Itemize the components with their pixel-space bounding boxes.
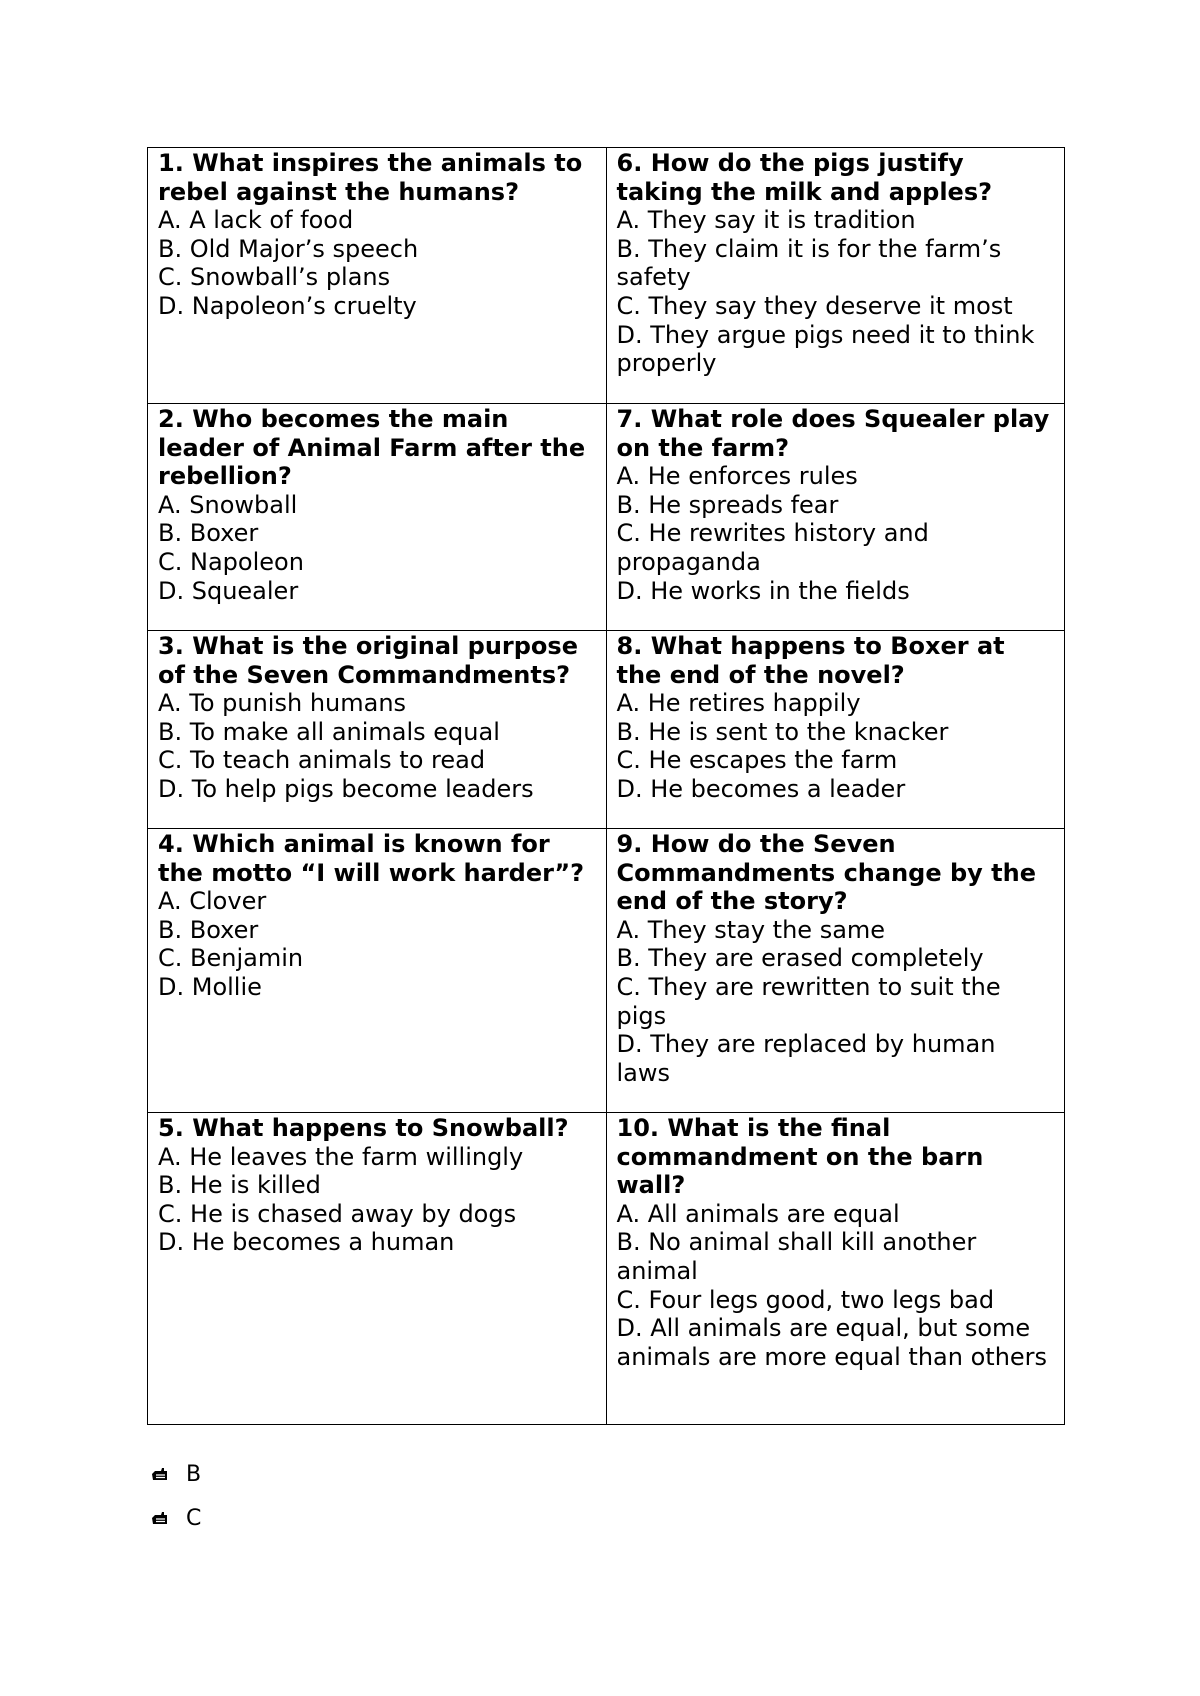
option-b: B. Old Major’s speech: [158, 234, 419, 263]
question-cell-3: [148, 631, 607, 829]
option-a: A. He enforces rules: [616, 462, 858, 491]
option-d: D. All animals are equal, but some animals are more equal than others: [616, 1314, 1048, 1371]
option-c: C. Four legs good, two legs bad: [616, 1285, 995, 1314]
option-d: D. Napoleon’s cruelty: [158, 291, 417, 320]
question-text: 8. What happens to Boxer at the end of the novel?: [616, 632, 1005, 689]
option-c: C. Benjamin: [158, 944, 304, 973]
question-cell-4: [148, 829, 607, 1113]
option-b: B. Boxer: [158, 915, 259, 944]
question-cell-7: [606, 404, 1065, 631]
option-a: A. All animals are equal: [616, 1199, 900, 1228]
option-b: B. They claim it is for the farm’s safety: [616, 234, 1002, 292]
option-c: C. They say they deserve it most: [616, 291, 1013, 320]
option-a: A. Clover: [158, 887, 267, 916]
option-a: A. He leaves the farm willingly: [158, 1142, 524, 1171]
question-cell-2: [148, 404, 607, 631]
option-a: A. Snowball: [158, 490, 298, 519]
option-c: C. Napoleon: [158, 547, 304, 576]
question-text: 3. What is the original purpose of the Seven Commandments?: [158, 632, 578, 689]
option-b: B. Boxer: [158, 519, 259, 548]
question-cell-1: [148, 148, 607, 404]
option-b: B. He is sent to the knacker: [616, 717, 949, 746]
question-cell-8: [606, 631, 1065, 829]
option-a: A. A lack of food: [158, 206, 354, 235]
option-d: D. They are replaced by human laws: [616, 1030, 996, 1087]
question-cell-5: [148, 1113, 607, 1425]
option-c: C. He escapes the farm: [616, 746, 898, 775]
question-text: 9. How do the Seven Commandments change by the end of the story?: [616, 830, 1036, 916]
answer-item: [150, 1506, 201, 1550]
question-text: 5. What happens to Snowball?: [158, 1114, 569, 1142]
option-b: B. He is killed: [158, 1171, 321, 1200]
question-text: 2. Who becomes the main leader of Animal Farm after the rebellion?: [158, 405, 586, 491]
option-b: B. They are erased completely: [616, 944, 984, 973]
question-text: 6. How do the pigs justify taking the milk and apples?: [616, 149, 993, 206]
option-a: A. He retires happily: [616, 689, 861, 718]
option-d: D. He becomes a human: [158, 1228, 455, 1257]
option-b: B. To make all animals equal: [158, 717, 500, 746]
option-d: D. To help pigs become leaders: [158, 774, 534, 803]
option-b: B. No animal shall kill another animal: [616, 1228, 977, 1285]
option-d: D. They argue pigs need it to think properly: [616, 320, 1035, 378]
answer-item: [150, 1462, 201, 1506]
question-text: 4. Which animal is known for the motto “I will work harder”?: [158, 830, 585, 887]
option-c: C. To teach animals to read: [158, 746, 486, 775]
answer-list: [150, 1462, 201, 1550]
option-c: C. Snowball’s plans: [158, 263, 391, 292]
option-c: C. They are rewritten to suit the pigs: [616, 972, 1001, 1030]
option-d: D. Squealer: [158, 576, 299, 605]
question-cell-9: [606, 829, 1065, 1113]
answer-value: C: [186, 1506, 202, 1531]
option-c: C. He is chased away by dogs: [158, 1199, 517, 1228]
question-text: 10. What is the final commandment on the barn wall?: [616, 1114, 984, 1200]
option-c: C. He rewrites history and propaganda: [616, 519, 929, 576]
option-d: D. He becomes a leader: [616, 774, 906, 803]
option-a: A. They stay the same: [616, 915, 886, 944]
question-text: 1. What inspires the animals to rebel against the humans?: [158, 149, 583, 206]
option-d: D. Mollie: [158, 972, 262, 1001]
quiz-table: [147, 147, 1065, 1425]
answer-value: B: [186, 1462, 202, 1487]
checkbox-hand-icon: [150, 1465, 170, 1485]
question-cell-10: [606, 1113, 1065, 1425]
option-a: A. To punish humans: [158, 689, 407, 718]
question-cell-6: [606, 148, 1065, 404]
option-d: D. He works in the fields: [616, 576, 910, 605]
checkbox-hand-icon: [150, 1509, 170, 1529]
option-a: A. They say it is tradition: [616, 206, 916, 235]
option-b: B. He spreads fear: [616, 490, 839, 519]
question-text: 7. What role does Squealer play on the farm?: [616, 405, 1050, 462]
